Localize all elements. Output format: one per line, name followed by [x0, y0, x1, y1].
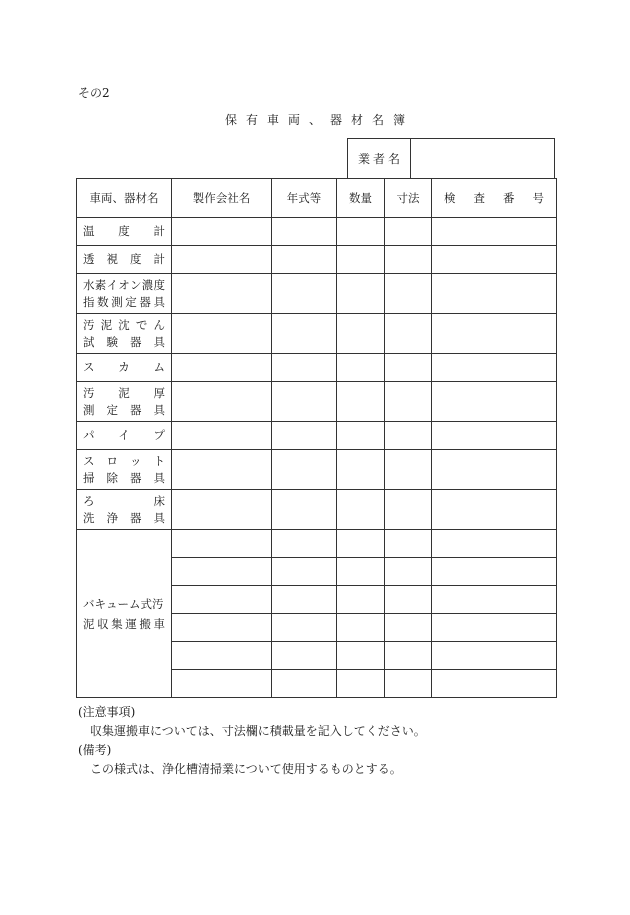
row-name-line: 透 視 度 計 — [83, 252, 165, 266]
manufacturer-cell[interactable] — [172, 274, 272, 314]
model-year-cell[interactable] — [272, 642, 337, 670]
table-row — [77, 274, 557, 314]
row-name-line: ス ロ ッ ト — [83, 453, 165, 468]
inspection-number-cell[interactable] — [432, 490, 557, 530]
inspection-number-cell[interactable] — [432, 422, 557, 450]
inspection-number-cell[interactable] — [432, 670, 557, 698]
manufacturer-cell[interactable] — [172, 314, 272, 354]
row-name-line: 汚 泥 厚 — [83, 385, 165, 400]
model-year-cell[interactable] — [272, 558, 337, 586]
row-name-line: ろ 床 — [83, 493, 165, 508]
table-row — [77, 354, 557, 382]
model-year-cell[interactable] — [272, 614, 337, 642]
manufacturer-cell[interactable] — [172, 246, 272, 274]
manufacturer-cell[interactable] — [172, 614, 272, 642]
quantity-cell[interactable] — [337, 246, 385, 274]
table-row — [77, 382, 557, 422]
quantity-cell[interactable] — [337, 354, 385, 382]
quantity-cell[interactable] — [337, 422, 385, 450]
quantity-cell[interactable] — [337, 558, 385, 586]
inspection-number-cell[interactable] — [432, 614, 557, 642]
quantity-cell[interactable] — [337, 314, 385, 354]
manufacturer-cell[interactable] — [172, 382, 272, 422]
model-year-cell[interactable] — [272, 530, 337, 558]
inspection-number-cell[interactable] — [432, 558, 557, 586]
manufacturer-cell[interactable] — [172, 490, 272, 530]
dimensions-cell[interactable] — [385, 314, 432, 354]
column-header-model-year: 年式等 — [272, 179, 337, 218]
row-name-line: パ イ プ — [83, 428, 165, 442]
dimensions-cell[interactable] — [385, 218, 432, 246]
vacuum-truck-label: バキューム式汚 泥 収 集 運 搬 車 — [77, 530, 172, 698]
header-char: 号 — [532, 191, 544, 205]
inspection-number-cell[interactable] — [432, 642, 557, 670]
inspection-number-cell[interactable] — [432, 314, 557, 354]
dimensions-cell[interactable] — [385, 246, 432, 274]
dimensions-cell[interactable] — [385, 450, 432, 490]
column-header-manufacturer: 製作会社名 — [172, 179, 272, 218]
model-year-cell[interactable] — [272, 382, 337, 422]
quantity-cell[interactable] — [337, 450, 385, 490]
dimensions-cell[interactable] — [385, 670, 432, 698]
header-char: 査 — [473, 191, 485, 205]
equipment-name-cell — [77, 218, 172, 246]
notes-section — [78, 703, 426, 779]
quantity-cell[interactable] — [337, 218, 385, 246]
quantity-cell[interactable] — [337, 274, 385, 314]
model-year-cell[interactable] — [272, 586, 337, 614]
quantity-cell[interactable] — [337, 642, 385, 670]
manufacturer-cell[interactable] — [172, 354, 272, 382]
quantity-cell[interactable] — [337, 670, 385, 698]
page-title: 保有車両、器材名簿 — [224, 113, 414, 127]
table-row — [77, 422, 557, 450]
row-name-line: ス カ ム — [83, 360, 165, 374]
remarks-text: この様式は、浄化槽清掃業について使用するものとする。 — [90, 762, 402, 776]
manufacturer-cell[interactable] — [172, 642, 272, 670]
model-year-cell[interactable] — [272, 246, 337, 274]
manufacturer-cell[interactable] — [172, 422, 272, 450]
manufacturer-cell[interactable] — [172, 670, 272, 698]
inspection-number-cell[interactable] — [432, 586, 557, 614]
model-year-cell[interactable] — [272, 354, 337, 382]
quantity-cell[interactable] — [337, 586, 385, 614]
model-year-cell[interactable] — [272, 490, 337, 530]
row-name-line: 測 定 器 具 — [83, 402, 165, 417]
header-char: 番 — [503, 191, 515, 205]
row-name-line: 指 数 測 定 器 具 — [83, 294, 165, 309]
equipment-name-cell — [77, 422, 172, 450]
quantity-cell[interactable] — [337, 614, 385, 642]
quantity-cell[interactable] — [337, 530, 385, 558]
model-year-cell[interactable] — [272, 274, 337, 314]
dimensions-cell[interactable] — [385, 614, 432, 642]
equipment-name-cell — [77, 354, 172, 382]
equipment-name-cell — [77, 450, 172, 490]
manufacturer-cell[interactable] — [172, 450, 272, 490]
manufacturer-cell[interactable] — [172, 586, 272, 614]
row-name-line: 水 素 イ オ ン 濃 度 — [83, 277, 165, 292]
dimensions-cell[interactable] — [385, 642, 432, 670]
model-year-cell[interactable] — [272, 422, 337, 450]
dimensions-cell[interactable] — [385, 274, 432, 314]
dimensions-cell[interactable] — [385, 490, 432, 530]
model-year-cell[interactable] — [272, 314, 337, 354]
column-header-inspection-number — [432, 179, 557, 218]
equipment-register-table — [76, 178, 557, 698]
column-header-dimensions: 寸法 — [385, 179, 432, 218]
model-year-cell[interactable] — [272, 450, 337, 490]
inspection-number-cell[interactable] — [432, 450, 557, 490]
row-name-line: 汚 泥 沈 で ん — [83, 317, 165, 332]
inspection-number-cell[interactable] — [432, 274, 557, 314]
column-header-equipment-name: 車両、器材名 — [77, 179, 172, 218]
table-row — [77, 450, 557, 490]
manufacturer-cell[interactable] — [172, 218, 272, 246]
form-number: その2 — [78, 86, 110, 100]
quantity-cell[interactable] — [337, 382, 385, 422]
equipment-name-cell — [77, 314, 172, 354]
table-row — [77, 530, 557, 558]
remarks-heading: (備考) — [78, 743, 112, 757]
table-row — [77, 246, 557, 274]
dimensions-cell[interactable] — [385, 354, 432, 382]
dimensions-cell[interactable] — [385, 422, 432, 450]
model-year-cell[interactable] — [272, 218, 337, 246]
table-row — [77, 314, 557, 354]
dimensions-cell[interactable] — [385, 586, 432, 614]
operator-name-field[interactable] — [411, 139, 554, 178]
row-name-line: 掃 除 器 具 — [83, 470, 165, 485]
row-name-line: 温 度 計 — [83, 224, 165, 238]
inspection-number-cell[interactable] — [432, 246, 557, 274]
caution-text: 収集運搬車については、寸法欄に積載量を記入してください。 — [90, 724, 426, 738]
manufacturer-cell[interactable] — [172, 558, 272, 586]
inspection-number-cell[interactable] — [432, 218, 557, 246]
manufacturer-cell[interactable] — [172, 530, 272, 558]
inspection-number-cell[interactable] — [432, 354, 557, 382]
dimensions-cell[interactable] — [385, 558, 432, 586]
dimensions-cell[interactable] — [385, 382, 432, 422]
model-year-cell[interactable] — [272, 670, 337, 698]
table-row — [77, 490, 557, 530]
dimensions-cell[interactable] — [385, 530, 432, 558]
row-name-line: 試 験 器 具 — [83, 334, 165, 349]
row-name-line: 洗 浄 器 具 — [83, 510, 165, 525]
table-header-row — [77, 179, 557, 218]
operator-name-label: 業者名 — [348, 139, 411, 178]
quantity-cell[interactable] — [337, 490, 385, 530]
equipment-name-cell — [77, 274, 172, 314]
inspection-number-cell[interactable] — [432, 382, 557, 422]
table-row — [77, 218, 557, 246]
header-char: 検 — [444, 191, 456, 205]
equipment-name-cell — [77, 490, 172, 530]
caution-heading: (注意事項) — [78, 705, 136, 719]
equipment-name-cell — [77, 246, 172, 274]
operator-name-box — [347, 138, 555, 178]
row-name-line: 泥 収 集 運 搬 車 — [83, 616, 165, 631]
inspection-number-cell[interactable] — [432, 530, 557, 558]
equipment-name-cell — [77, 382, 172, 422]
column-header-quantity: 数量 — [337, 179, 385, 218]
